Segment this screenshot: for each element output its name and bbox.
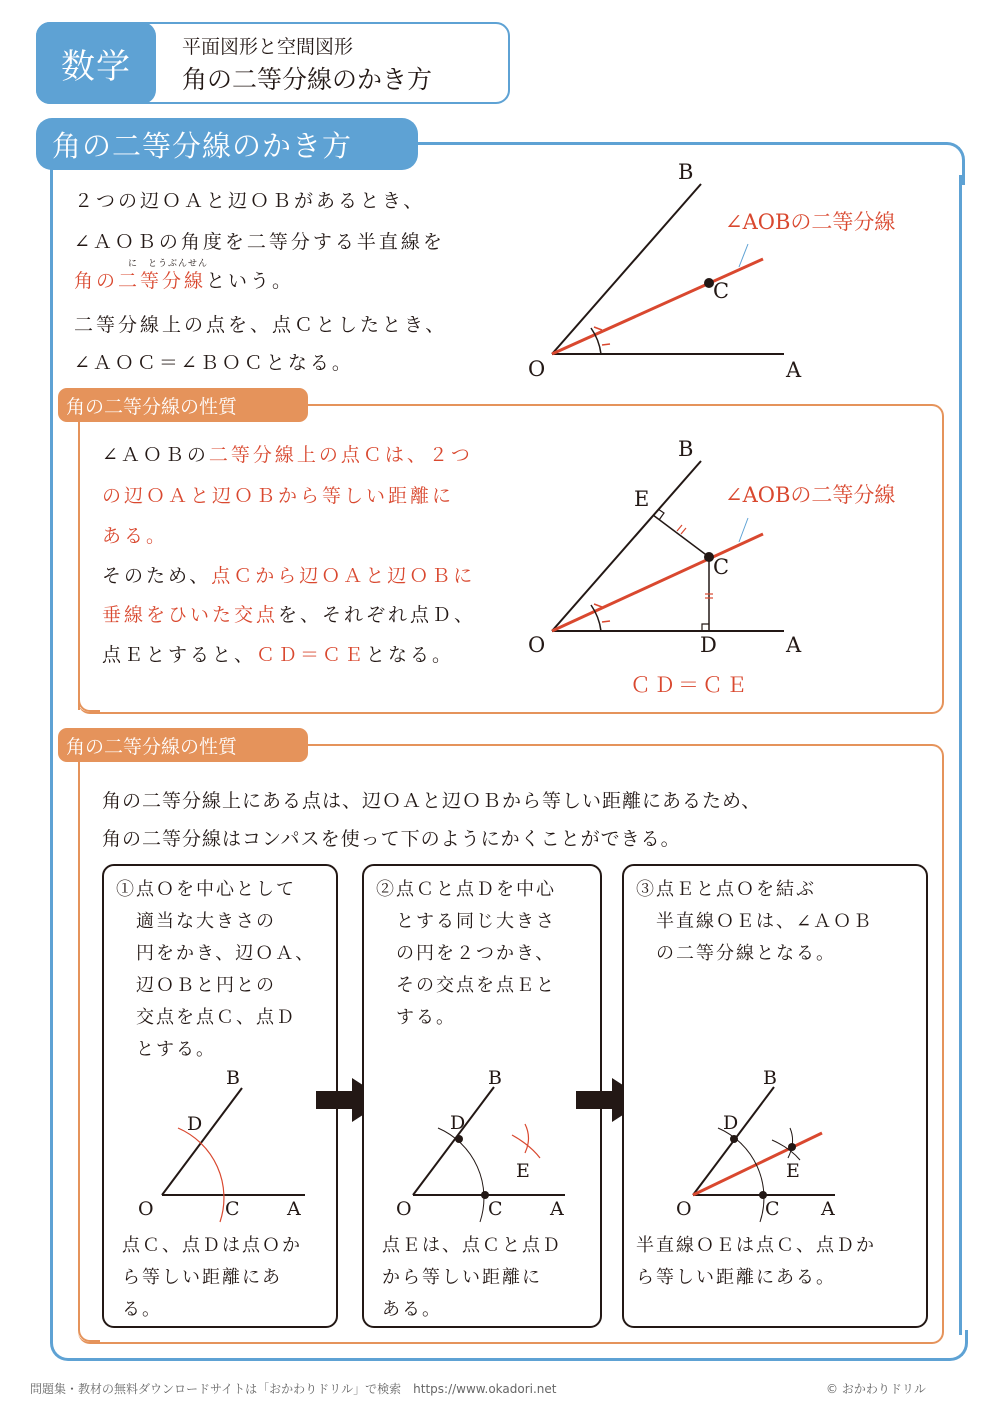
property-line-5 — [102, 600, 476, 627]
subject-badge: 数学 — [36, 22, 156, 104]
compass-arc-d — [512, 1135, 540, 1158]
angle-mark-1 — [594, 327, 602, 330]
step-text-line: する。 — [396, 1007, 456, 1028]
label-e: E — [516, 1160, 530, 1182]
label-b: B — [678, 437, 694, 461]
bisector-ray — [552, 259, 763, 354]
bisector-ray — [693, 1133, 822, 1195]
right-angle-e — [658, 509, 664, 520]
leader-line — [739, 244, 748, 267]
label-a: A — [550, 1198, 564, 1220]
leader-line — [739, 518, 748, 542]
text-black: そのため、 — [102, 565, 212, 587]
text-black: 点Ｅとすると、 — [102, 644, 257, 666]
label-o: O — [676, 1198, 692, 1220]
property-line-3: ある。 — [102, 525, 169, 547]
step-text-line: 半直線ＯＥは、∠ＡＯＢ — [656, 911, 874, 932]
ray-ob — [552, 461, 701, 631]
definition-line-3 — [74, 266, 294, 293]
definition-line-2: ∠ＡＯＢの角度を二等分する半直線を — [74, 231, 445, 253]
definition-line-1: ２つの辺ＯＡと辺ＯＢがあるとき、 — [74, 190, 426, 212]
step-3-diagram — [630, 1060, 920, 1225]
ruby-reading: に とうぶんせん — [128, 259, 209, 269]
label-o: O — [396, 1198, 412, 1220]
label-a: A — [786, 633, 802, 657]
step-1-diagram — [110, 1060, 330, 1225]
section-frame-right — [959, 175, 962, 1335]
definition-line-5: ∠ＡＯＣ＝∠ＢＯＣとなる。 — [74, 352, 354, 374]
text-red: 点Ｃから辺ＯＡと辺ＯＢに — [211, 565, 476, 587]
angle-mark-2 — [602, 344, 610, 345]
step-text-line: ②点Ｃと点Ｄを中心 — [376, 879, 556, 900]
angle-mark-1 — [594, 604, 602, 607]
label-b: B — [488, 1067, 502, 1089]
section-frame-top — [400, 142, 940, 145]
bisector-ray — [552, 534, 763, 631]
step-2-note — [382, 1230, 562, 1326]
step-text-line: の円を２つかき、 — [396, 943, 556, 964]
angle-mark-2 — [602, 621, 610, 622]
step-text-line: その交点を点Ｅと — [396, 975, 556, 996]
step-3-note — [636, 1230, 876, 1294]
label-a: A — [821, 1198, 835, 1220]
step-3-instructions — [636, 874, 873, 970]
note-line: ら等しい距離にあ — [122, 1267, 282, 1288]
section-frame-left — [50, 160, 53, 1340]
compass-arc — [718, 1128, 764, 1222]
note-line: ある。 — [382, 1299, 442, 1320]
note-line: ら等しい距離にある。 — [636, 1267, 836, 1288]
property-line-4 — [102, 561, 475, 588]
step-1-note — [122, 1230, 302, 1326]
note-line: から等しい距離に — [382, 1267, 542, 1288]
step-text-line: の二等分線となる。 — [656, 943, 836, 964]
footer-copyright: © おかわりドリル — [826, 1382, 926, 1396]
right-angle-d — [702, 624, 709, 631]
label-c: C — [713, 555, 730, 579]
step-1-instructions — [116, 874, 315, 1066]
construction-frame-left — [78, 760, 80, 1330]
note-line: る。 — [122, 1299, 162, 1320]
note-line: 半直線ＯＥは点Ｃ、点Ｄか — [636, 1235, 876, 1256]
step-text-line: 円をかき、辺ＯＡ、 — [136, 943, 316, 964]
text-black: ∠ＡＯＢの — [102, 444, 209, 466]
label-o: O — [528, 357, 546, 381]
definition-line-4: 二等分線上の点を、点Ｃとしたとき、 — [74, 314, 448, 336]
ray-ob — [162, 1088, 242, 1195]
property-line-2: の辺ＯＡと辺ＯＢから等しい距離に — [102, 485, 455, 507]
note-line: 点Ｅは、点Ｃと点Ｄ — [382, 1235, 562, 1256]
step-text-line: とする。 — [136, 1039, 216, 1060]
label-e: E — [786, 1160, 800, 1182]
step-2-diagram — [370, 1060, 592, 1225]
term-suffix: という。 — [206, 270, 295, 292]
label-b: B — [763, 1067, 777, 1089]
construction-intro-1: 角の二等分線上にある点は、辺ＯＡと辺ＯＢから等しい距離にあるため、 — [102, 790, 762, 812]
compass-arc-c — [525, 1124, 529, 1153]
label-c: C — [765, 1198, 780, 1220]
property-title: 角の二等分線の性質 — [58, 388, 308, 422]
text-black: を、それぞれ点Ｄ、 — [278, 604, 477, 626]
property-frame-left — [78, 420, 80, 710]
header-title: 角の二等分線のかき方 — [182, 65, 433, 94]
label-b: B — [678, 160, 694, 184]
label-d: D — [450, 1112, 466, 1134]
label-a: A — [786, 358, 802, 382]
label-b: B — [226, 1067, 240, 1089]
step-text-line: 適当な大きさの — [136, 911, 276, 932]
step-text-line: とする同じ大きさ — [396, 911, 556, 932]
point-d — [730, 1135, 738, 1143]
construction-intro-2: 角の二等分線はコンパスを使って下のようにかくことができる。 — [102, 828, 681, 850]
construction-title: 角の二等分線の性質 — [58, 728, 308, 762]
label-a: A — [287, 1198, 301, 1220]
label-d: D — [700, 633, 717, 657]
text-red: 垂線をひいた交点 — [102, 604, 279, 626]
step-text-line: ③点Ｅと点Ｏを結ぶ — [636, 879, 816, 900]
label-e: E — [634, 487, 650, 511]
label-c: C — [713, 279, 730, 303]
ray-ob — [552, 184, 701, 354]
equal-mark-ce — [681, 528, 686, 534]
label-o: O — [138, 1198, 154, 1220]
point-d — [455, 1135, 463, 1143]
equal-mark-ce — [677, 525, 682, 531]
property-line-6 — [102, 640, 454, 667]
header-subtitle: 平面図形と空間図形 — [182, 36, 354, 58]
perpendicular-ce — [653, 515, 709, 557]
step-2-instructions — [376, 874, 556, 1034]
text-black: となる。 — [366, 644, 455, 666]
text-red: 二等分線上の点Ｃは、２つ — [208, 444, 473, 466]
label-d: D — [723, 1112, 739, 1134]
label-c: C — [225, 1198, 240, 1220]
label-d: D — [187, 1113, 203, 1135]
step-text-line: 辺ＯＢと円との — [136, 975, 276, 996]
bisector-label: ∠AOBの二等分線 — [725, 483, 896, 507]
label-c: C — [488, 1198, 503, 1220]
distance-diagram — [520, 432, 940, 702]
term-highlight: 角の二等分線 — [74, 270, 207, 292]
label-o: O — [528, 633, 546, 657]
footer-site-link[interactable]: 問題集・教材の無料ダウンロードサイトは「おかわりドリル」で検索 https://www.okadori.net — [30, 1382, 557, 1396]
note-line: 点Ｃ、点Ｄは点Ｏか — [122, 1235, 302, 1256]
bisector-label: ∠AOBの二等分線 — [725, 210, 896, 234]
section-title: 角の二等分線のかき方 — [36, 118, 418, 170]
step-text-line: ①点Ｏを中心として — [116, 879, 296, 900]
property-line-1 — [102, 440, 473, 467]
equation-label: ＣＤ＝ＣＥ — [630, 673, 750, 697]
bisector-diagram — [520, 155, 940, 385]
text-red: ＣＤ＝ＣＥ — [256, 644, 367, 666]
point-e — [788, 1143, 796, 1151]
step-text-line: 交点を点Ｃ、点Ｄ — [136, 1007, 296, 1028]
compass-arc-c — [788, 1128, 793, 1158]
